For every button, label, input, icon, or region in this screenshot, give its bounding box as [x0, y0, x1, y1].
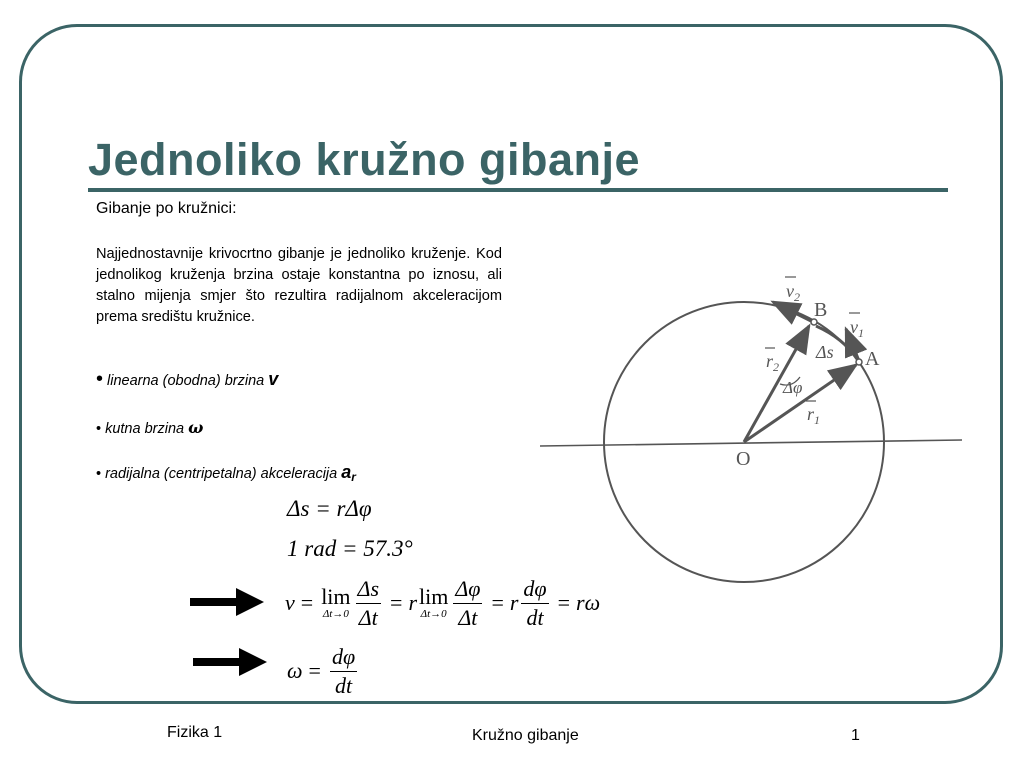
- fraction-denominator: Δt: [458, 604, 478, 630]
- fraction-denominator: dt: [334, 672, 353, 698]
- fraction-numerator: dφ: [521, 577, 548, 604]
- right-arrow-icon: [193, 648, 267, 676]
- label-v1: $v_1$: [850, 317, 864, 340]
- symbol-v: v: [268, 369, 279, 389]
- eq3-limit-2: [419, 586, 448, 620]
- eq3-equals: =: [491, 590, 504, 615]
- eq3-fraction-dphi-dt: [453, 577, 482, 630]
- eq3-r: r: [408, 590, 417, 615]
- label-delta-s: Δs: [816, 342, 834, 362]
- label-r1: $r_1$: [807, 404, 821, 427]
- label-point-b: B: [814, 299, 828, 321]
- slide-title: Jednoliko kružno gibanje: [88, 134, 641, 185]
- eq3-equals: =: [557, 590, 571, 615]
- lim-under: Δt→0: [420, 608, 447, 620]
- symbol-omega: ω: [188, 418, 204, 437]
- label-point-a: A: [865, 348, 880, 370]
- equation-arc-length: Δs = rΔφ: [287, 496, 372, 521]
- eq3-fraction-ds-dt: [356, 577, 381, 630]
- bullet-angular-velocity: [96, 418, 203, 437]
- eq4-equals: =: [308, 658, 321, 683]
- intro-paragraph: Najjednostavnije krivocrtno gibanje je jednoliko kruženje. Kod jednolikog kruženja brzina ostaje konstantna po iznosu, ali stalno mijenja smjer što rezultira radijalnom akceleracijom prema središtu kružnice.: [96, 246, 502, 325]
- bullet-radial-acceleration: [96, 462, 356, 484]
- eq4-fraction: [330, 645, 357, 698]
- equation-angular-velocity: [287, 642, 360, 700]
- eq4-omega: ω: [287, 658, 303, 683]
- lim-text: lim: [321, 584, 351, 609]
- bullet-marker: •: [96, 466, 102, 482]
- label-origin-o: O: [736, 448, 751, 470]
- eq3-limit-1: [321, 586, 350, 620]
- fraction-denominator: dt: [526, 604, 544, 630]
- eq3-result: rω: [576, 590, 601, 615]
- bullet-text: linearna (obodna) brzina: [107, 373, 269, 389]
- fraction-numerator: Δs: [356, 577, 381, 604]
- fraction-denominator: Δt: [358, 604, 378, 630]
- eq3-equals: =: [300, 590, 314, 615]
- title-underline: [88, 188, 948, 192]
- radius-vector-r1: [744, 365, 856, 442]
- footer-topic: Kružno gibanje: [472, 727, 579, 744]
- lim-text: lim: [419, 584, 449, 609]
- bullet-marker: •: [96, 421, 102, 437]
- symbol-a: a: [341, 462, 352, 482]
- bullet-linear-velocity: [96, 368, 278, 391]
- velocity-vector-v2: [773, 302, 813, 322]
- point-a: [856, 359, 862, 365]
- equation-radian: 1 rad = 57.3°: [287, 536, 413, 561]
- circular-motion-diagram: [530, 265, 970, 585]
- footer-course: Fizika 1: [167, 724, 223, 741]
- symbol-a-subscript: r: [351, 470, 356, 484]
- fraction-numerator: Δφ: [453, 577, 482, 604]
- lim-under: Δt→0: [322, 608, 349, 620]
- fraction-numerator: dφ: [330, 645, 357, 672]
- bullet-text: radijalna (centripetalna) akceleracija: [105, 466, 342, 482]
- label-r2: $r_2$: [766, 351, 780, 374]
- footer-page-number: 1: [851, 727, 860, 744]
- subtitle: Gibanje po kružnici:: [96, 200, 237, 217]
- label-v2: $v_2$: [786, 281, 800, 304]
- bullet-text: kutna brzina: [105, 421, 189, 437]
- eq3-v: v: [285, 590, 295, 615]
- eq3-equals: =: [390, 590, 403, 615]
- eq3-r: r: [509, 590, 519, 615]
- right-arrow-icon: [190, 588, 264, 616]
- bullet-marker: •: [96, 368, 104, 390]
- label-delta-phi: Δφ: [783, 378, 803, 397]
